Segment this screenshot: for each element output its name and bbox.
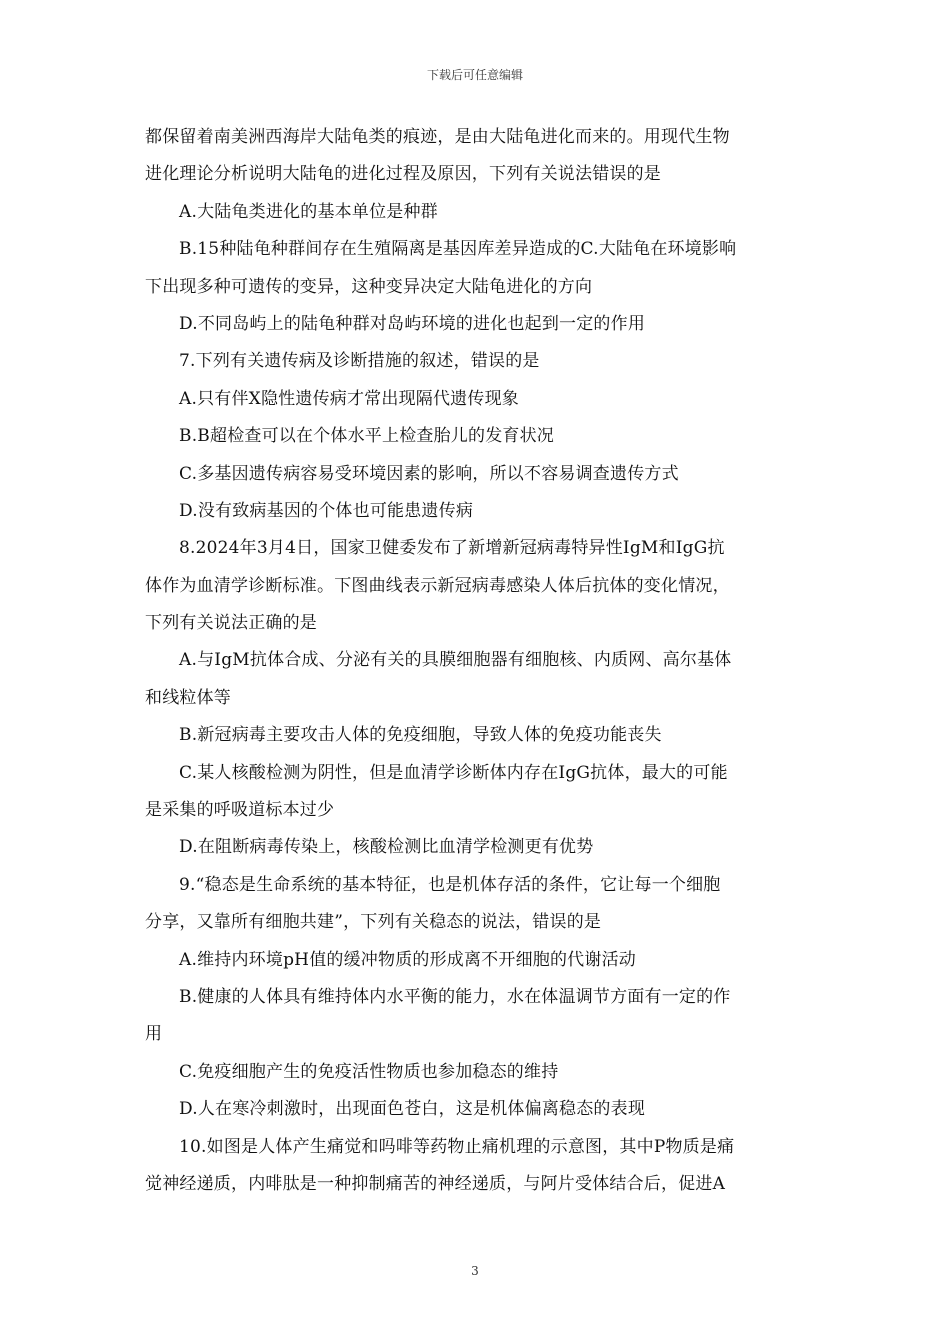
text-line: 是采集的呼吸道标本过少 [145, 800, 335, 821]
text-line: 都保留着南美洲西海岸大陆龟类的痕迹，是由大陆龟进化而来的。用现代生物 [145, 127, 730, 147]
text-line: 8.2024年3月4日，国家卫健委发布了新增新冠病毒特异性IgM和IgG抗 [179, 538, 725, 559]
text-line: 用 [145, 1024, 163, 1045]
text-line: 进化理论分析说明大陆龟的进化过程及原因，下列有关说法错误的是 [145, 164, 661, 185]
text-line: 下出现多种可遗传的变异，这种变异决定大陆龟进化的方向 [145, 276, 593, 297]
text-line: 分享，又靠所有细胞共建”，下列有关稳态的说法，错误的是 [145, 912, 602, 933]
text-line: D.人在寒冷刺激时，出现面色苍白，这是机体偏离稳态的表现 [179, 1099, 646, 1120]
text-line: B.新冠病毒主要攻击人体的免疫细胞，导致人体的免疫功能丧失 [179, 725, 662, 746]
text-line: D.不同岛屿上的陆龟种群对岛屿环境的进化也起到一定的作用 [179, 313, 646, 334]
text-line: 体作为血清学诊断标准。下图曲线表示新冠病毒感染人体后抗体的变化情况， [145, 575, 730, 596]
text-line: B.B超检查可以在个体水平上检查胎儿的发育状况 [179, 426, 554, 447]
text-line: A.与IgM抗体合成、分泌有关的具膜细胞器有细胞核、内质网、高尔基体 [179, 650, 732, 671]
text-line: C.多基因遗传病容易受环境因素的影响，所以不容易调查遗传方式 [179, 463, 679, 484]
text-line: 10.如图是人体产生痛觉和吗啡等药物止痛机理的示意图，其中P物质是痛 [179, 1136, 735, 1157]
text-line: C.某人核酸检测为阴性，但是血清学诊断体内存在IgG抗体，最大的可能 [179, 762, 728, 783]
text-line: 下列有关说法正确的是 [145, 613, 317, 634]
text-line: 觉神经递质，内啡肽是一种抑制痛苦的神经递质，与阿片受体结合后，促进A [145, 1173, 726, 1194]
page-number: 3 [471, 1264, 479, 1278]
text-line: A.维持内环境pH值的缓冲物质的形成离不开细胞的代谢活动 [179, 949, 636, 970]
text-line: 7.下列有关遗传病及诊断措施的叙述，错误的是 [179, 351, 540, 372]
text-line: C.免疫细胞产生的免疫活性物质也参加稳态的维持 [179, 1061, 559, 1082]
text-line: 9.“稳态是生命系统的基本特征，也是机体存活的条件，它让每一个细胞 [179, 874, 721, 895]
text-line: A.大陆龟类进化的基本单位是种群 [179, 201, 438, 222]
text-line: B.15种陆龟种群间存在生殖隔离是基因库差异造成的C.大陆龟在环境影响 [179, 239, 737, 260]
text-line: A.只有伴X隐性遗传病才常出现隔代遗传现象 [179, 388, 519, 409]
text-line: D.在阻断病毒传染上，核酸检测比血清学检测更有优势 [179, 837, 594, 858]
text-line: D.没有致病基因的个体也可能患遗传病 [179, 500, 474, 521]
text-line: B.健康的人体具有维持体内水平衡的能力，水在体温调节方面有一定的作 [179, 986, 731, 1007]
text-line: 和线粒体等 [145, 687, 231, 708]
page-header: 下载后可任意编辑 [426, 68, 523, 82]
document-body [145, 122, 813, 1206]
